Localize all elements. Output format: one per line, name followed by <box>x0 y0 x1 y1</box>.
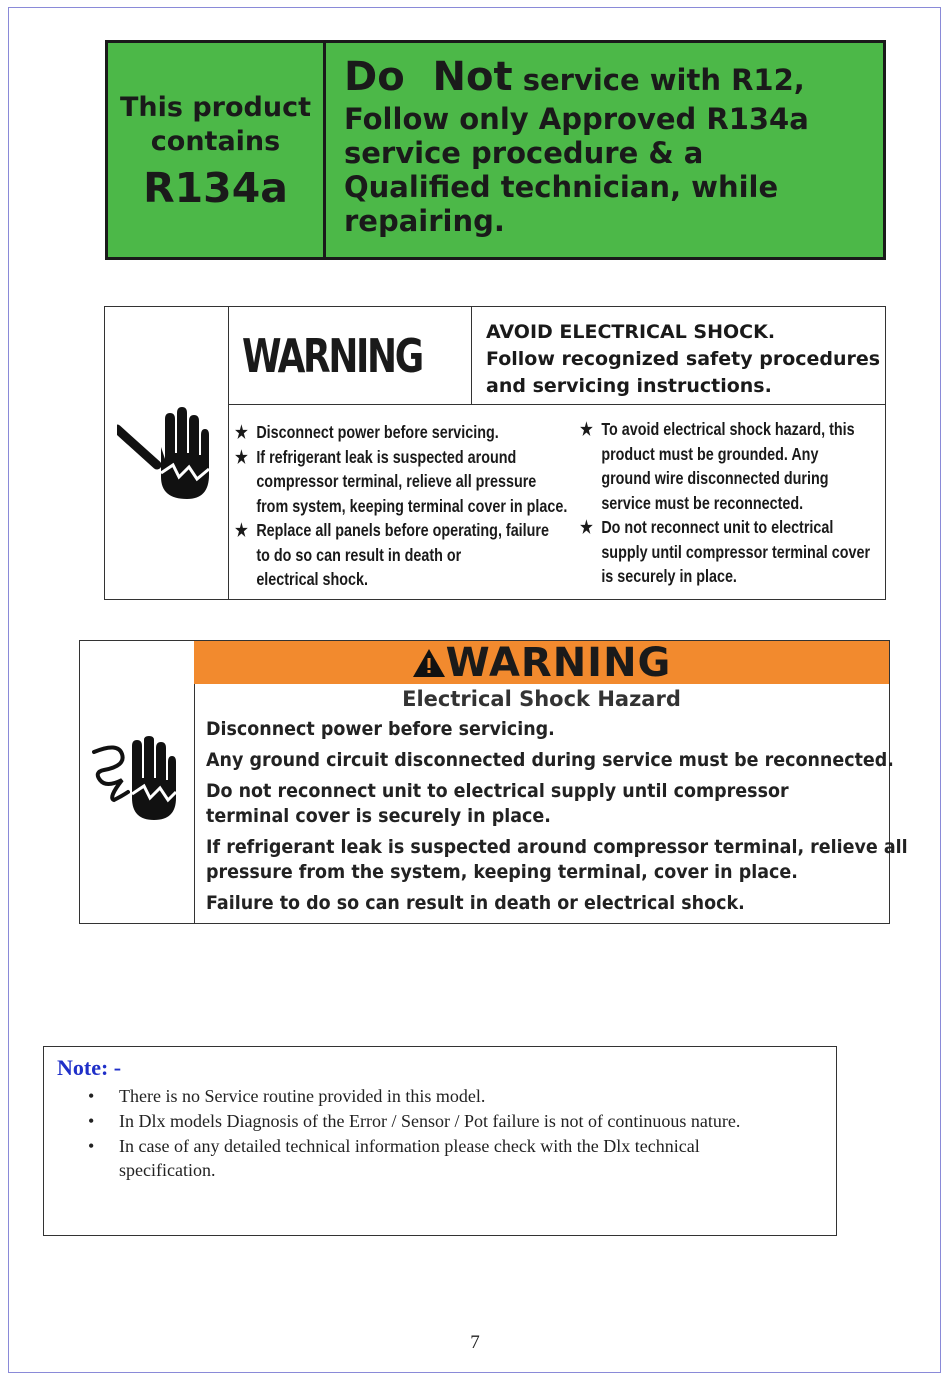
warning-2-line: terminal cover is securely in place. <box>206 805 551 827</box>
warning-1-item <box>235 518 567 592</box>
warning-1-item-line: electrical shock. <box>256 569 369 589</box>
bullet-icon: • <box>88 1111 95 1131</box>
warning-1-item-line: from system, keeping terminal cover in place. <box>256 495 568 516</box>
refrigerant-label-line: This product <box>119 92 312 123</box>
warning-2-word: WARNING <box>445 639 672 686</box>
refrigerant-label-first-line <box>344 55 883 102</box>
warning-1-item <box>580 417 870 515</box>
warning-1-item-line: compressor terminal, relieve all pressure <box>256 471 537 491</box>
warning-1-item-line: Replace all panels before operating, failure <box>256 520 549 540</box>
refrigerant-label-line: Follow only Approved R134a <box>344 102 809 136</box>
refrigerant-label-right <box>326 43 883 257</box>
warning-1-item-line: Do not reconnect unit to electrical <box>601 517 834 537</box>
star-icon: ★ <box>235 422 248 442</box>
bullet-icon: • <box>88 1086 95 1106</box>
refrigerant-name: R134a <box>143 164 288 212</box>
star-icon: ★ <box>235 520 248 540</box>
warning-1-message-line: and servicing instructions. <box>486 375 772 397</box>
warning-2-title: Electrical Shock Hazard <box>402 687 681 711</box>
star-icon: ★ <box>235 446 248 467</box>
warning-1-message-line: Follow recognized safety procedures <box>486 348 881 370</box>
warning-1-item-line: If refrigerant leak is suspected around <box>256 446 517 467</box>
warning-1-item-line: service must be reconnected. <box>601 492 804 513</box>
warning-2-banner <box>194 641 889 684</box>
warning-1-item <box>235 420 567 445</box>
warning-1-item-line: supply until compressor terminal cover <box>601 541 871 562</box>
warning-triangle-icon <box>412 648 446 678</box>
star-icon: ★ <box>580 419 593 439</box>
note-title: Note: - <box>57 1055 122 1080</box>
refrigerant-label-line: repairing. <box>344 204 505 238</box>
warning-2-line: Do not reconnect unit to electrical supply until compressor <box>206 780 789 802</box>
warning-2-line: Failure to do so can result in death or electrical shock. <box>206 892 745 914</box>
warning-1-item-line: To avoid electrical shock hazard, this <box>601 419 855 439</box>
warning-1-word-box <box>228 307 472 404</box>
warning-1-message-line: AVOID ELECTRICAL SHOCK. <box>486 321 776 343</box>
refrigerant-label-line: Qualified technician, while <box>344 170 779 204</box>
warning-1-item-line: ground wire disconnected during <box>601 468 829 488</box>
warning-label-2 <box>79 639 908 924</box>
refrigerant-label-left <box>108 43 326 257</box>
warning-1-item-line: to do so can result in death or <box>256 544 462 565</box>
note-box <box>43 1046 837 1236</box>
refrigerant-label <box>105 40 886 260</box>
list-item <box>86 1134 786 1182</box>
warning-2-word-group <box>412 640 672 686</box>
star-icon: ★ <box>580 517 593 537</box>
warning-1-item <box>580 515 870 589</box>
warning-1-column-a <box>235 420 567 592</box>
warning-2-icon-cell <box>80 641 195 923</box>
note-list <box>86 1084 786 1183</box>
refrigerant-label-line: contains <box>150 126 281 157</box>
warning-1-item-line: product must be grounded. Any <box>601 443 819 464</box>
warning-2-line: If refrigerant leak is suspected around compressor terminal, relieve all <box>206 836 908 858</box>
warning-2-body <box>206 717 908 916</box>
warning-2-line: Disconnect power before servicing. <box>206 718 555 740</box>
electric-shock-hand-icon <box>92 736 184 828</box>
do-not-text: Do Not <box>344 54 513 100</box>
bullet-icon: • <box>88 1136 95 1156</box>
warning-1-icon-cell <box>105 307 229 599</box>
service-r12-text: service with R12, <box>512 63 805 97</box>
warning-1-item-line: is securely in place. <box>601 566 737 586</box>
electric-shock-hand-icon <box>117 407 217 507</box>
list-item <box>86 1084 786 1108</box>
warning-1-item-line: Disconnect power before servicing. <box>256 422 499 442</box>
warning-1-header <box>228 307 885 405</box>
warning-1-word: WARNING <box>242 328 422 383</box>
warning-1-item <box>235 445 567 519</box>
refrigerant-label-line: service procedure & a <box>344 136 704 170</box>
note-item-text: There is no Service routine provided in this model. <box>119 1086 486 1106</box>
warning-1-message <box>486 319 880 400</box>
page-number: 7 <box>470 1332 480 1353</box>
warning-label-1 <box>104 306 886 600</box>
note-item-text: In Dlx models Diagnosis of the Error / Sensor / Pot failure is not of continuous nature. <box>119 1111 741 1131</box>
list-item <box>86 1109 786 1133</box>
warning-2-line: Any ground circuit disconnected during service must be reconnected. <box>206 749 894 771</box>
warning-1-column-b <box>580 417 870 589</box>
warning-2-line: pressure from the system, keeping terminal, cover in place. <box>206 861 798 883</box>
note-item-text: In case of any detailed technical information please check with the Dlx technical specification. <box>119 1136 700 1180</box>
